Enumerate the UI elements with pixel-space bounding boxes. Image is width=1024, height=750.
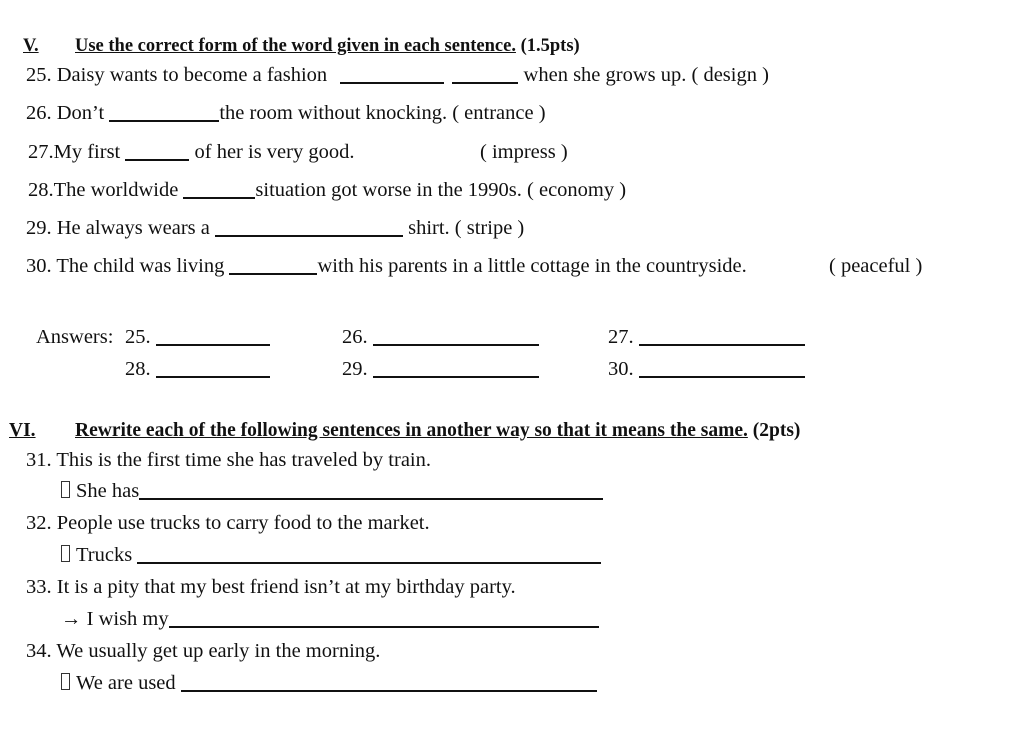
question-text-before: He always wears a [56,217,210,239]
rewrite-blank[interactable] [181,672,597,692]
answer-line[interactable] [156,358,270,378]
section-title: Rewrite each of the following sentences in another way so that it means the same. [75,420,748,441]
question-number: 30. [26,255,52,277]
section-number: VI. [9,420,36,441]
question-32 [26,511,430,535]
section-5-heading [23,34,580,58]
answer-number: 27. [608,326,634,348]
answer-slot-25 [125,325,270,349]
rewrite-33 [61,607,599,631]
answer-line[interactable] [373,358,539,378]
section-points: (2pts) [752,420,801,441]
question-25 [26,63,769,87]
answer-blank[interactable] [109,102,219,122]
question-number: 26. [26,102,52,124]
question-text-before: Don’t [56,102,105,124]
question-29 [26,216,524,240]
answer-line[interactable] [639,326,805,346]
question-text-after: with his parents in a little cottage in the countryside. [317,255,747,277]
answer-slot-28 [125,357,270,381]
question-text-before: The child was living [56,255,225,277]
question-number: 25. [26,64,52,86]
rewrite-31 [61,479,603,503]
rewrite-32 [61,543,601,567]
answer-blank[interactable] [125,141,189,161]
question-27 [28,140,354,164]
rewrite-blank[interactable] [139,480,603,500]
question-text-after: situation got worse in the 1990s. ( economy ) [255,179,627,201]
answer-blank[interactable] [229,255,317,275]
answer-line[interactable] [639,358,805,378]
rewrite-prompt: We are used [76,672,176,694]
question-sentence: We usually get up early in the morning. [56,640,381,662]
missing-glyph-icon [61,545,70,562]
answer-slot-27 [608,325,805,349]
answer-line[interactable] [156,326,270,346]
answer-line[interactable] [373,326,539,346]
question-31 [26,448,431,472]
answer-number: 28. [125,358,151,380]
answer-blank[interactable] [452,64,518,84]
question-number: 31. [26,449,52,471]
question-text-after: of her is very good. [194,141,355,163]
answer-slot-29 [342,357,539,381]
question-text-after: the room without knocking. ( entrance ) [219,102,546,124]
answer-number: 30. [608,358,634,380]
missing-glyph-icon [61,481,70,498]
rewrite-prompt: → I wish my [61,608,169,630]
question-number: 34. [26,640,52,662]
answer-blank[interactable] [215,217,403,237]
rewrite-prompt: She has [76,480,140,502]
rewrite-prompt: Trucks [76,544,133,566]
question-34 [26,639,380,663]
question-text-after: when she grows up. ( design ) [523,64,769,86]
answer-number: 26. [342,326,368,348]
question-27-hint: ( impress ) [480,141,568,163]
answers-label: Answers: [36,326,114,348]
question-30 [26,254,747,278]
question-sentence: This is the first time she has traveled by train. [56,449,431,471]
question-number: 33. [26,576,52,598]
missing-glyph-icon [61,673,70,690]
question-number: 32. [26,512,52,534]
question-text-before: My first [53,141,121,163]
question-number: 29. [26,217,52,239]
section-points: (1.5pts) [520,36,580,56]
question-28 [28,178,626,202]
question-26 [26,101,546,125]
answer-blank[interactable] [183,179,255,199]
question-text-before: The worldwide [53,179,179,201]
rewrite-blank[interactable] [137,544,601,564]
question-sentence: It is a pity that my best friend isn’t at my birthday party. [56,576,516,598]
section-title: Use the correct form of the word given in each sentence. [75,36,516,56]
answer-slot-30 [608,357,805,381]
question-33 [26,575,516,599]
answer-slot-26 [342,325,539,349]
question-number: 28. [28,179,54,201]
answer-number: 25. [125,326,151,348]
section-number: V. [23,36,39,56]
rewrite-34 [61,671,597,695]
answer-blank[interactable] [340,64,444,84]
section-6-heading [9,419,800,443]
question-sentence: People use trucks to carry food to the market. [56,512,430,534]
question-text-after: shirt. ( stripe ) [408,217,525,239]
rewrite-blank[interactable] [169,608,599,628]
question-30-hint: ( peaceful ) [829,255,923,277]
question-number: 27. [28,141,54,163]
answer-number: 29. [342,358,368,380]
question-text-before: Daisy wants to become a fashion [56,64,328,86]
